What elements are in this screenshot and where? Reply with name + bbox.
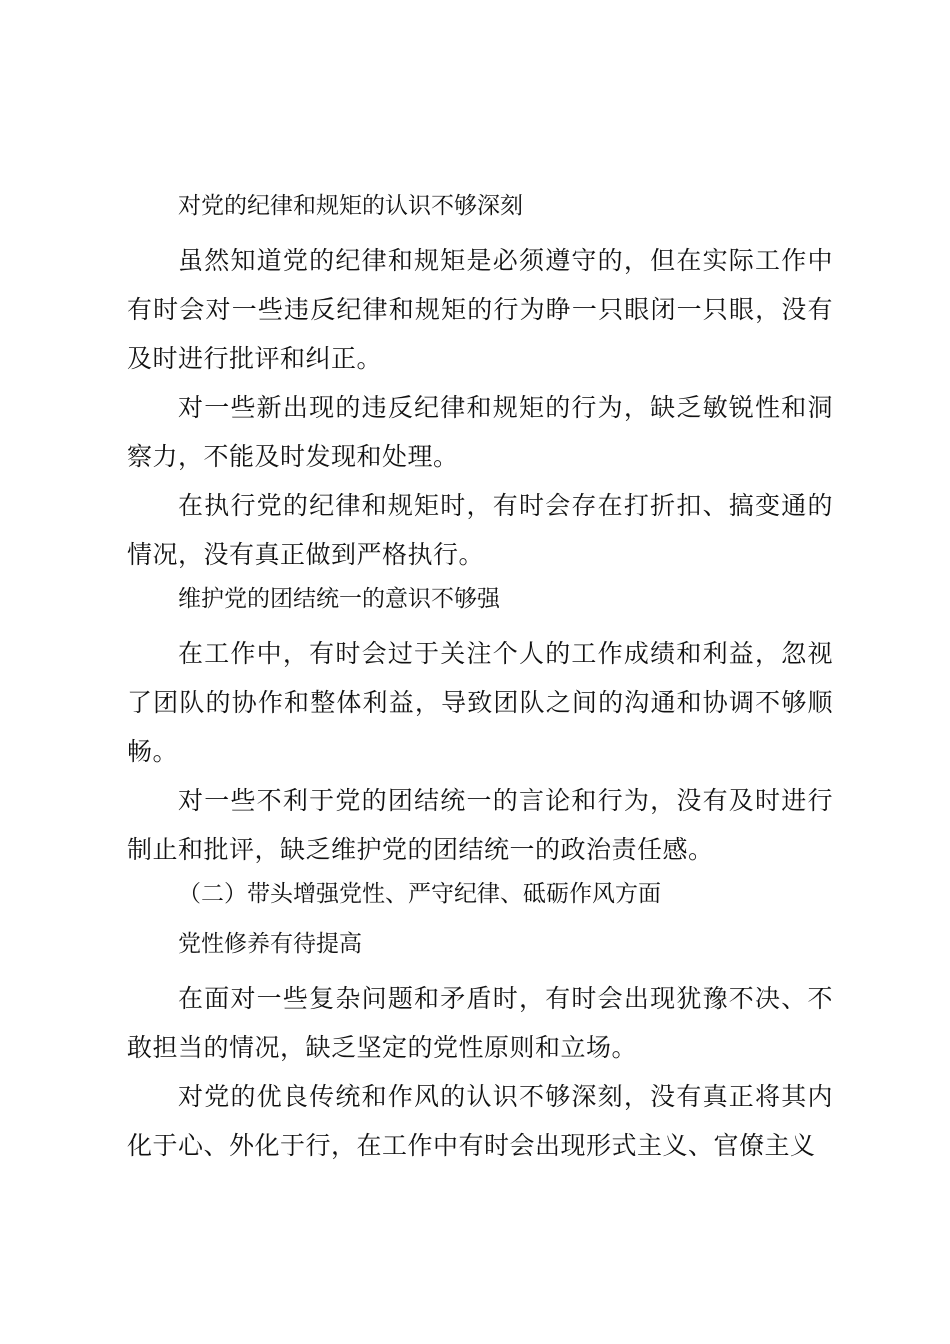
section-heading-discipline-understanding: 对党的纪律和规矩的认识不够深刻 bbox=[178, 193, 523, 219]
document-body bbox=[127, 186, 833, 1170]
section-heading-party-cultivation: 党性修养有待提高 bbox=[178, 931, 362, 957]
paragraph-hesitation: 在面对一些复杂问题和矛盾时，有时会出现犹豫不决、不敢担当的情况，缺乏坚定的党性原则和立场。 bbox=[127, 984, 833, 1062]
paragraph-traditions: 对党的优良传统和作风的认识不够深刻，没有真正将其内化于心、外化于行，在工作中有时会出现形式主义、官僚主义 bbox=[127, 1082, 833, 1160]
paragraph-discount-execution: 在执行党的纪律和规矩时，有时会存在打折扣、搞变通的情况，没有真正做到严格执行。 bbox=[127, 491, 833, 569]
section-heading-part-two: （二）带头增强党性、严守纪律、砥砺作风方面 bbox=[178, 881, 661, 907]
paragraph-personal-interest: 在工作中，有时会过于关注个人的工作成绩和利益，忽视了团队的协作和整体利益，导致团队之间的沟通和协调不够顺畅。 bbox=[127, 639, 833, 766]
section-heading-unity-awareness: 维护党的团结统一的意识不够强 bbox=[178, 586, 500, 612]
paragraph-turn-blind-eye: 虽然知道党的纪律和规矩是必须遵守的，但在实际工作中有时会对一些违反纪律和规矩的行为睁一只眼闭一只眼，没有及时进行批评和纠正。 bbox=[127, 246, 833, 373]
paragraph-no-criticism: 对一些不利于党的团结统一的言论和行为，没有及时进行制止和批评，缺乏维护党的团结统一的政治责任感。 bbox=[127, 786, 833, 864]
paragraph-lack-sensitivity: 对一些新出现的违反纪律和规矩的行为，缺乏敏锐性和洞察力，不能及时发现和处理。 bbox=[127, 393, 833, 471]
